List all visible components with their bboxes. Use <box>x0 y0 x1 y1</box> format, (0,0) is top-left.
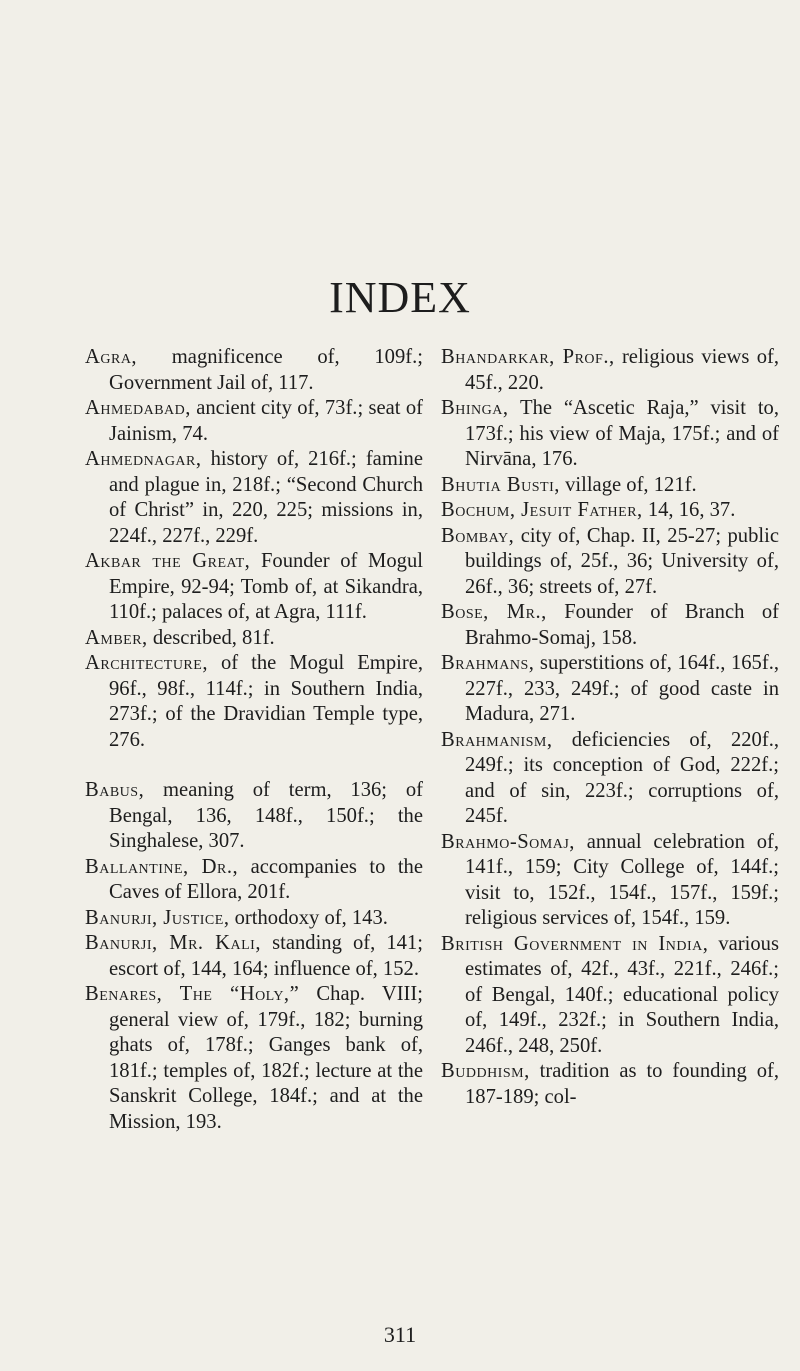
index-headword: Amber, <box>85 626 148 649</box>
index-entry <box>441 651 779 728</box>
index-references: The “Ascetic Raja,” visit to, 173f.; his view of Maja, 175f.; and of Nirvāna, 176. <box>465 397 779 470</box>
index-entry <box>85 345 423 396</box>
index-references: village of, 121f. <box>559 473 697 496</box>
index-entry <box>85 447 423 549</box>
index-headword: Brahmans, <box>441 652 535 674</box>
index-entry <box>85 982 423 1135</box>
index-references: religious views of, 45f., 220. <box>465 346 779 394</box>
index-entry <box>85 778 423 855</box>
index-headword: British Government in India, <box>441 932 709 955</box>
index-headword: Banurji, Mr. Kali, <box>85 932 261 954</box>
index-entry <box>85 626 423 652</box>
index-references: Founder of Mogul Empire, 92-94; Tomb of, at Sikandra, 110f.; palaces of, at Agra, 111f. <box>109 550 423 623</box>
index-references: 14, 16, 37. <box>642 499 736 521</box>
index-headword: Banurji, Justice, <box>85 906 230 929</box>
index-references: described, 81f. <box>147 626 275 649</box>
index-headword: Ahmednagar, <box>85 448 202 470</box>
index-headword: Architecture, <box>85 652 208 674</box>
right-column <box>441 345 779 1110</box>
page-number: 311 <box>383 1322 417 1347</box>
index-entry <box>441 1059 779 1110</box>
index-headword: Ballantine, Dr., <box>85 855 239 878</box>
index-entry <box>441 473 779 499</box>
index-headword: Brahmanism, <box>441 728 553 751</box>
index-headword: Bombay, <box>441 524 515 547</box>
index-headword: Bhinga, <box>441 397 509 419</box>
index-references: accompanies to the Caves of Ellora, 201f. <box>109 855 423 903</box>
index-references: meaning of term, 136; of Bengal, 136, 148f., 150f.; the Singhalese, 307. <box>109 779 423 852</box>
index-headword: Ahmedabad, <box>85 397 191 419</box>
index-entry <box>85 906 423 932</box>
index-entry <box>441 345 779 396</box>
index-entry <box>85 855 423 906</box>
index-references: Founder of Branch of Brahmo-Somaj, 158. <box>465 601 779 649</box>
index-headword: Buddhism, <box>441 1060 530 1082</box>
index-headword: Bochum, Jesuit Father, <box>441 499 643 521</box>
index-headword: Bhandarkar, Prof., <box>441 346 615 368</box>
index-references: orthodoxy of, 143. <box>229 906 388 929</box>
index-headword: Bhutia Busti, <box>441 473 560 496</box>
index-entry <box>85 931 423 982</box>
index-references: superstitions of, 164f., 165f., 227f., 233, 249f.; of good caste in Madura, 271. <box>465 652 779 725</box>
index-entry <box>441 498 779 524</box>
index-headword: Brahmo-Somaj, <box>441 830 575 853</box>
index-headword: Agra, <box>85 346 138 368</box>
index-entry <box>441 524 779 601</box>
index-references: city of, Chap. II, 25-27; public buildings of, 25f., 36; University of, 26f., 36; streets of, 27f. <box>465 524 779 598</box>
index-headword: Bose, Mr., <box>441 601 547 623</box>
index-entry <box>441 932 779 1060</box>
index-headword: Babus, <box>85 779 145 801</box>
index-entry <box>441 396 779 473</box>
index-references: annual celebration of, 141f., 159; City College of, 144f.; visit to, 152f., 154f., 157f., 159f.; religious services of, 154f., 159. <box>465 830 779 929</box>
index-entry <box>441 728 779 830</box>
index-references: ancient city of, 73f.; seat of Jainism, 74. <box>109 397 423 445</box>
index-references: magnificence of, 109f.; Government Jail of, 117. <box>109 346 423 394</box>
index-references: Chap. VIII; general view of, 179f., 182; burning ghats of, 178f.; Ganges bank of, 181f.; temples of, 182f.; lecture at the Sanskrit College, 184f.; and at the Mission, 193. <box>109 983 423 1133</box>
index-references: tradition as to founding of, 187-189; col- <box>465 1060 779 1108</box>
index-references: history of, 216f.; famine and plague in, 218f.; “Second Church of Christ” in, 220, 225; missions in, 224f., 227f., 229f. <box>109 448 423 547</box>
index-references: various estimates of, 42f., 43f., 221f., 246f.; of Bengal, 140f.; educational policy of, 149f., 232f.; in Southern India, 246f., 248, 250f. <box>465 932 779 1057</box>
index-references: of the Mogul Empire, 96f., 98f., 114f.; in Southern India, 273f.; of the Dravidian Temple type, 276. <box>109 652 423 751</box>
index-headword: Akbar the Great, <box>85 550 251 572</box>
index-entry <box>441 600 779 651</box>
index-entry <box>85 396 423 447</box>
left-column <box>85 345 423 1135</box>
index-entry <box>85 549 423 626</box>
index-entry <box>85 651 423 753</box>
index-references: standing of, 141; escort of, 144, 164; influence of, 152. <box>109 932 423 980</box>
index-headword: Benares, The “Holy,” <box>85 983 300 1005</box>
index-entry <box>441 830 779 932</box>
page-title: INDEX <box>329 273 471 322</box>
index-references: deficiencies of, 220f., 249f.; its conception of God, 222f.; and of sin, 223f.; corruptions of, 245f. <box>465 728 779 827</box>
